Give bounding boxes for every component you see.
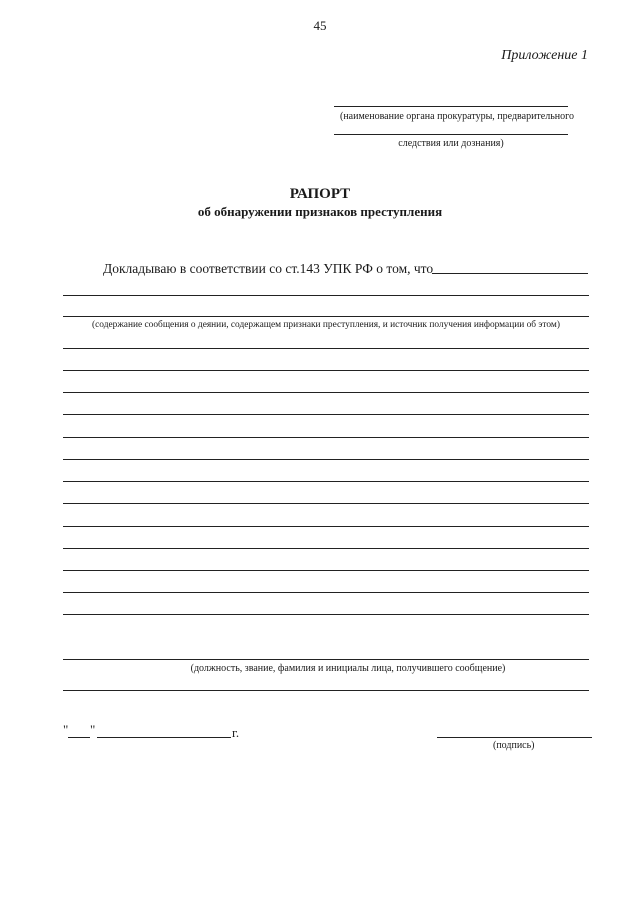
content-line	[63, 570, 589, 571]
content-line	[63, 548, 589, 549]
appendix-label: Приложение 1	[501, 48, 588, 63]
date-month-line	[97, 737, 231, 738]
date-close-quote: "	[90, 722, 96, 737]
signature-caption: (подпись)	[493, 740, 535, 751]
content-line	[63, 503, 589, 504]
authority-line-2	[334, 134, 568, 135]
content-line	[63, 414, 589, 415]
document-title: РАПОРТ	[289, 186, 351, 202]
content-caption: (содержание сообщения о деянии, содержащем признаки преступления, и источник получения информации об этом)	[92, 320, 560, 330]
date-day-line	[68, 737, 90, 738]
authority-caption-1: (наименование органа прокуратуры, предварительного	[340, 111, 574, 122]
signature-line	[437, 737, 592, 738]
content-line	[63, 295, 589, 296]
page-number: 45	[313, 18, 327, 33]
reporter-line-2	[63, 690, 589, 691]
document-subtitle: об обнаружении признаков преступления	[197, 204, 443, 219]
content-line	[63, 614, 589, 615]
authority-line-1	[334, 106, 568, 107]
date-year-suffix: г.	[232, 725, 240, 740]
content-line	[63, 481, 589, 482]
content-line	[63, 459, 589, 460]
authority-caption-2: следствия или дознания)	[398, 138, 504, 149]
content-line	[63, 348, 589, 349]
content-line	[63, 370, 589, 371]
report-intro-fill-line	[432, 273, 588, 274]
reporter-line	[63, 659, 589, 660]
reporter-caption: (должность, звание, фамилия и инициалы лица, получившего сообщение)	[190, 663, 506, 674]
content-line	[63, 592, 589, 593]
content-line	[63, 316, 589, 317]
content-line	[63, 392, 589, 393]
date-open-quote: "	[63, 722, 69, 737]
content-line	[63, 437, 589, 438]
report-intro: Докладываю в соответствии со ст.143 УПК РФ о том, что	[103, 261, 434, 276]
content-line	[63, 526, 589, 527]
